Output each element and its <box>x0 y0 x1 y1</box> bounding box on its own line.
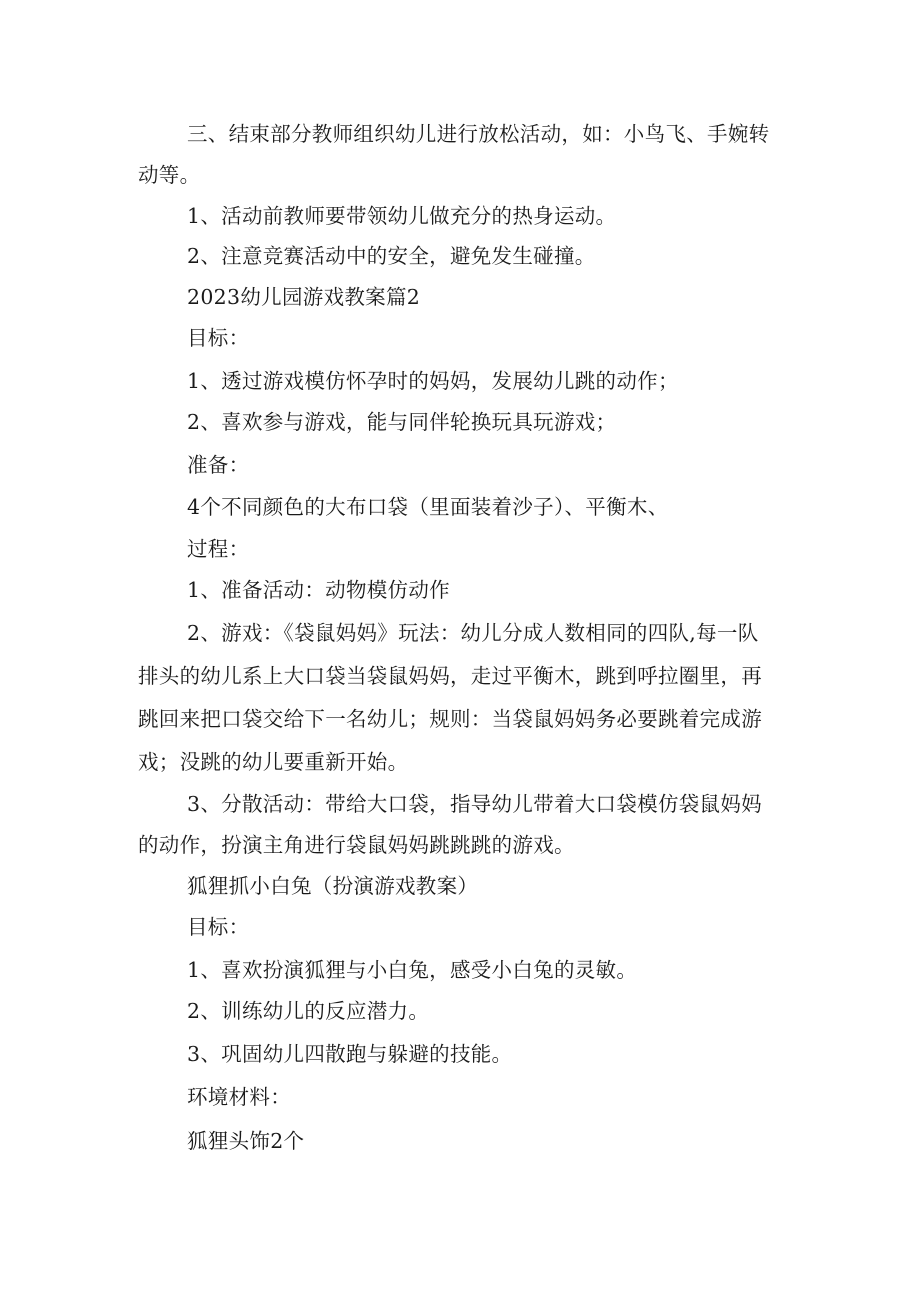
section-label: 过程： <box>187 537 250 561</box>
list-item: 1、活动前教师要带领幼儿做充分的热身运动。 <box>187 204 617 228</box>
section-label: 环境材料： <box>187 1085 291 1109</box>
section-label: 准备： <box>187 453 250 477</box>
paragraph-line: 排头的幼儿系上大口袋当袋鼠妈妈，走过平衡木，跳到呼拉圈里，再 <box>138 664 762 688</box>
section-heading: 狐狸抓小白兔（扮演游戏教案） <box>187 874 479 898</box>
list-item: 1、透过游戏模仿怀孕时的妈妈，发展幼儿跳的动作； <box>187 369 679 393</box>
paragraph-line: 的动作，扮演主角进行袋鼠妈妈跳跳跳的游戏。 <box>138 833 575 857</box>
section-heading: 2023幼儿园游戏教案篇2 <box>187 285 421 309</box>
list-item: 3、巩固幼儿四散跑与躲避的技能。 <box>187 1042 513 1066</box>
paragraph-line: 狐狸头饰2个 <box>187 1129 305 1153</box>
paragraph-line: 2、游戏：《袋鼠妈妈》玩法：幼儿分成人数相同的四队,每一队 <box>187 621 759 645</box>
section-label: 目标： <box>187 326 250 350</box>
paragraph-line: 跳回来把口袋交给下一名幼儿；规则：当袋鼠妈妈务必要跳着完成游 <box>138 707 762 731</box>
paragraph-line: 3、分散活动：带给大口袋，指导幼儿带着大口袋模仿袋鼠妈妈 <box>187 792 762 816</box>
paragraph-line: 动等。 <box>138 163 201 187</box>
list-item: 1、喜欢扮演狐狸与小白兔，感受小白兔的灵敏。 <box>187 958 638 982</box>
section-label: 目标： <box>187 915 250 939</box>
list-item: 2、训练幼儿的反应潜力。 <box>187 999 430 1023</box>
paragraph-line: 三、结束部分教师组织幼儿进行放松活动，如：小鸟飞、手婉转 <box>187 122 770 146</box>
list-item: 2、喜欢参与游戏，能与同伴轮换玩具玩游戏； <box>187 410 617 434</box>
paragraph-line: 4个不同颜色的大布口袋（里面装着沙子）、平衡木、 <box>187 495 669 519</box>
list-item: 1、准备活动：动物模仿动作 <box>187 578 450 602</box>
list-item: 2、注意竞赛活动中的安全，避免发生碰撞。 <box>187 244 596 268</box>
paragraph-line: 戏；没跳的幼儿要重新开始。 <box>138 750 409 774</box>
